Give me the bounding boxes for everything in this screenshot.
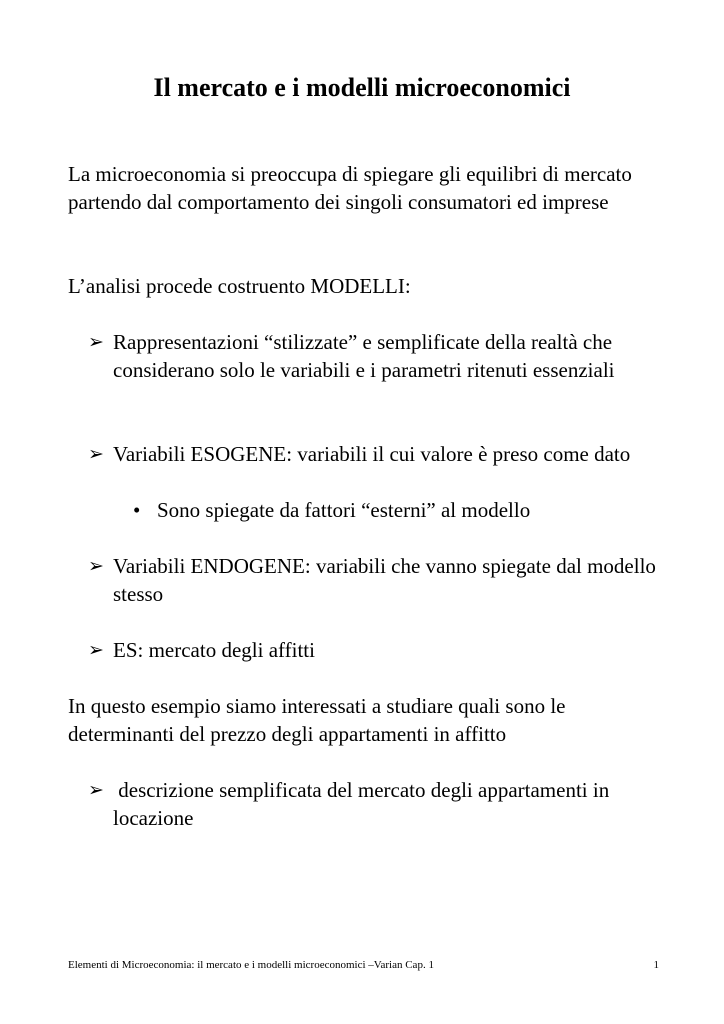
bullet-text: Variabili ENDOGENE: variabili che vanno spiegate dal modello stesso [113, 554, 656, 606]
arrow-bullet-icon: ➢ [88, 779, 104, 801]
bullet-text: Variabili ESOGENE: variabili il cui valore è preso come dato [113, 442, 631, 466]
page-title: Il mercato e i modelli microeconomici [153, 73, 571, 102]
analysis-paragraph: L’analisi procede costruento MODELLI: [68, 274, 411, 298]
arrow-bullet-icon: ➢ [88, 555, 104, 577]
bullet-item-exogenous [88, 440, 668, 468]
bullet-item-representations [88, 328, 668, 384]
example-paragraph: In questo esempio siamo interessati a studiare quali sono le determinanti del prezzo degli appartamenti in affitto [68, 694, 566, 746]
sub-bullet-item-external [133, 496, 673, 524]
arrow-bullet-icon: ➢ [88, 443, 104, 465]
bullet-text: descrizione semplificata del mercato degli appartamenti in locazione [113, 778, 615, 830]
page-number: 1 [653, 959, 659, 971]
sub-bullet-text: Sono spiegate da fattori “esterni” al modello [157, 498, 531, 522]
bullet-item-example [88, 636, 668, 664]
page-footer: Elementi di Microeconomia: il mercato e i modelli microeconomici –Varian Cap. 1 [68, 959, 434, 971]
bullet-item-endogenous [88, 552, 668, 608]
intro-paragraph: La microeconomia si preoccupa di spiegare gli equilibri di mercato partendo dal comportamento dei singoli consumatori ed imprese [68, 162, 632, 214]
bullet-text: Rappresentazioni “stilizzate” e semplificate della realtà che considerano solo le variabili e i parametri ritenuti essenziali [113, 330, 615, 382]
bullet-item-description [88, 776, 668, 832]
arrow-bullet-icon: ➢ [88, 639, 104, 661]
dot-bullet-icon: • [133, 498, 141, 522]
arrow-bullet-icon: ➢ [88, 331, 104, 353]
bullet-text: ES: mercato degli affitti [113, 638, 315, 662]
